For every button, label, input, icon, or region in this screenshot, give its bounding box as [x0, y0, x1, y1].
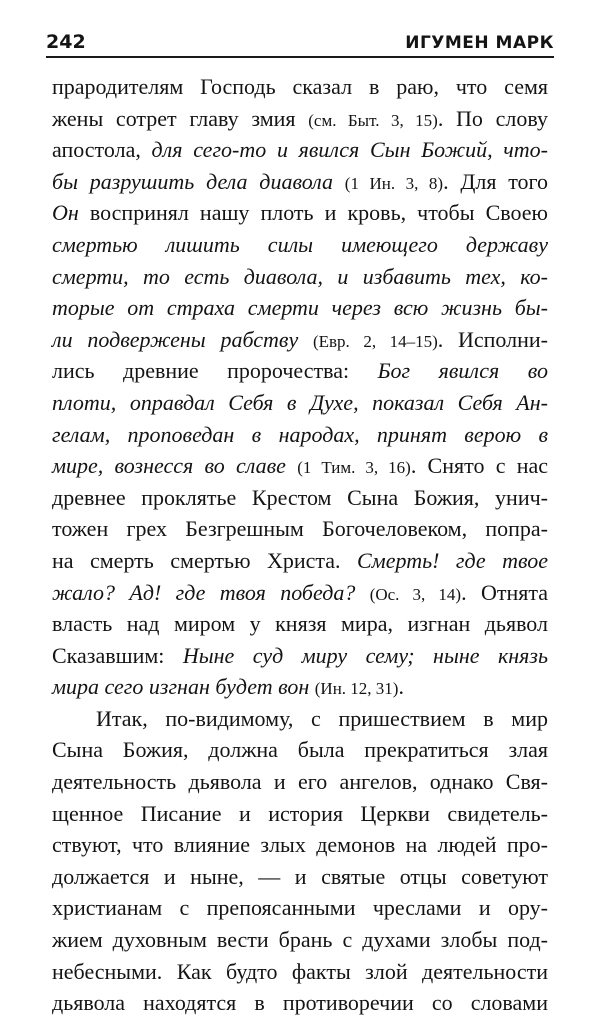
text-line: должается и ныне, — и святые отцы советуют [52, 863, 548, 889]
scripture-reference: (см. Быт. 3, 15) [308, 110, 438, 130]
quotation: для сего-то и явился Сын Божий, что- [151, 137, 548, 163]
text-line: жием духовным вести брань с духами злобы под- [52, 927, 548, 953]
text-line [52, 261, 548, 293]
quotation: ли подвержены рабству [52, 326, 313, 352]
text-line: христианам с препоясанными чреслами и ору- [52, 895, 548, 921]
text-line: древнее проклятье Крестом Сына Божия, унич- [52, 484, 548, 510]
text-line: мира сего изгнан будет вон (Ин. 12, 31). [52, 674, 404, 700]
quotation: Он [52, 200, 90, 226]
text-line [52, 387, 548, 419]
text-line: Сказавшим: Ныне суд миру сему; ныне князь [52, 642, 548, 668]
text-line: тожен грех Безгрешным Богочеловеком, попра- [52, 516, 548, 542]
main-text [52, 71, 548, 1019]
text-line: власть над миром у князя мира, изгнан дьявол [52, 611, 548, 637]
quotation: Смерть! где твое [357, 547, 548, 573]
quotation: торые от страха смерти через всю жизнь бы- [52, 295, 548, 321]
text-line: на смерть смертью Христа. Смерть! где твое [52, 547, 548, 573]
running-head: ИГУМЕН МАРК [405, 33, 554, 53]
text-line: деятельность дьявола и его ангелов, однако Свя- [52, 769, 548, 795]
text-line [52, 229, 548, 261]
text-line: дьявола находятся в противоречии со словами [52, 990, 548, 1016]
quotation: Бог явился во [377, 358, 548, 384]
text-line: жало? Ад! где твоя победа? (Ос. 3, 14). Отнята [52, 579, 548, 605]
text-line: небесными. Как будто факты злой деятельности [52, 958, 548, 984]
quotation: смертью лишить силы имеющего державу [52, 231, 548, 257]
text-line: жены сотрет главу змия (см. Быт. 3, 15). По слову [52, 105, 548, 131]
text-line: Он воспринял нашу плоть и кровь, чтобы Своею [52, 200, 548, 226]
text-line: Сына Божия, должна была прекратиться злая [52, 737, 548, 763]
scripture-reference: (Евр. 2, 14–15) [312, 331, 438, 351]
quotation: Ныне суд миру сему; ныне князь [182, 642, 548, 668]
scripture-reference: (Ос. 3, 14) [369, 584, 462, 604]
text-line: апостола, для сего-то и явился Сын Божий, что- [52, 137, 548, 163]
text-line [52, 419, 548, 451]
quotation: мира сего изгнан будет вон [52, 674, 315, 700]
text-line: ствуют, что влияние злых демонов на людей про- [52, 832, 548, 858]
text-line: щенное Писание и история Церкви свидетель- [52, 800, 548, 826]
scripture-reference: (1 Тим. 3, 16) [297, 458, 411, 478]
text-line: лись древние пророчества: Бог явился во [52, 358, 548, 384]
quotation: бы разрушить дела диавола [52, 168, 345, 194]
text-line: мире, вознесся во славе (1 Тим. 3, 16). Снято с нас [52, 453, 549, 479]
scripture-reference: (Ин. 12, 31) [314, 679, 399, 699]
text-line: бы разрушить дела диавола (1 Ин. 3, 8). Для того [52, 168, 549, 194]
page-number: 242 [46, 31, 86, 53]
quotation: мире, вознесся во славе [52, 453, 298, 479]
scripture-reference: (1 Ин. 3, 8) [344, 173, 444, 193]
quotation: жало? Ад! где твоя победа? [52, 579, 370, 605]
quotation: плоти, оправдал Себя в Духе, показал Себя Ан- [52, 389, 548, 415]
text-line [52, 292, 548, 324]
text-line: ли подвержены рабству (Евр. 2, 14–15). Исполни- [52, 326, 548, 352]
quotation: гелам, проповедан в народах, принят верою в [52, 421, 548, 447]
quotation: смерти, то есть диавола, и избавить тех, ко- [52, 263, 548, 289]
page-header [46, 22, 554, 58]
text-line: Итак, по-видимому, с пришествием в мир [96, 705, 548, 731]
text-line: прародителям Господь сказал в раю, что семя [52, 74, 548, 99]
